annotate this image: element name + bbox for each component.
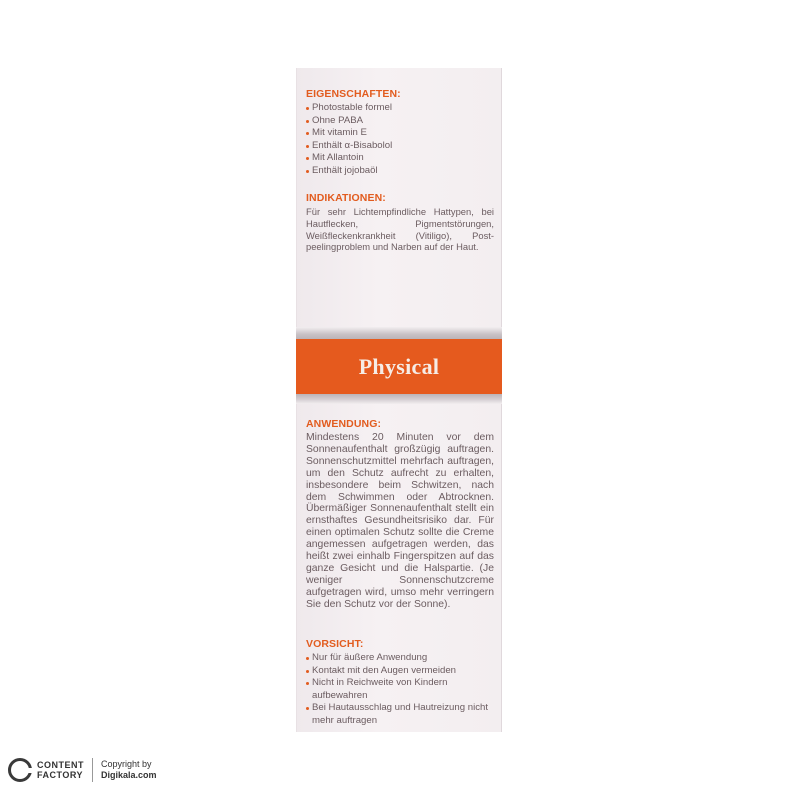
band-top-shade bbox=[296, 327, 502, 339]
list-item: Ohne PABA bbox=[306, 115, 494, 128]
band-bottom-shade bbox=[296, 394, 502, 404]
vorsicht-heading: VORSICHT: bbox=[306, 638, 364, 650]
band-title: Physical bbox=[358, 353, 440, 379]
list-item: Enthält jojobaöl bbox=[306, 165, 494, 178]
site-name: Digikala.com bbox=[101, 770, 157, 780]
copyright-credit bbox=[101, 759, 157, 781]
list-item: Nur für äußere Anwendung bbox=[306, 652, 494, 665]
list-item: Bei Hautausschlag und Hautreizung nicht mehr auftragen bbox=[306, 702, 494, 727]
anwendung-section bbox=[306, 418, 494, 611]
indikationen-text: Für sehr Lichtempfindliche Hattypen, bei Hautflecken, Pigmentstörungen, Weißfleckenkrankheit (Vitiligo), Post-peelingproblem und Narben auf der Haut. bbox=[306, 206, 494, 253]
anwendung-text: Mindestens 20 Minuten vor dem Sonnenaufenthalt großzügig auftragen. Sonnenschutzmittel mehrfach auftragen, um den Schutz aufrecht zu erhalten, insbesondere beim Schwitzen, nach dem Schwimmen oder Abtrocknen. Übermäßiger Sonnenaufenthalt stellt ein ernsthaftes Gesundheitsrisiko dar. Für einen optimalen Schutz sollte die Creme angemessen aufgetragen werden, das heißt zwei einhalb Fingerspitzen auf das ganze Gesicht und die Halspartie. (Je weniger Sonnenschutzcreme aufgetragen wird, umso mehr verringern Sie den Schutz vor der Sonne). bbox=[306, 432, 494, 610]
content-factory-logo-icon bbox=[8, 758, 32, 782]
copyright-label: Copyright by bbox=[101, 759, 152, 769]
eigenschaften-heading: EIGENSCHAFTEN: bbox=[306, 88, 401, 100]
list-item: Photostable formel bbox=[306, 102, 494, 115]
vorsicht-list bbox=[306, 652, 494, 728]
indikationen-section bbox=[306, 192, 494, 253]
list-item: Kontakt mit den Augen vermeiden bbox=[306, 665, 494, 678]
eigenschaften-list bbox=[306, 102, 494, 178]
list-item: Nicht in Reichweite von Kindern aufbewahren bbox=[306, 677, 494, 702]
vorsicht-section bbox=[306, 638, 494, 728]
watermark-footer bbox=[8, 758, 157, 782]
list-item: Mit vitamin E bbox=[306, 127, 494, 140]
logo-text bbox=[37, 760, 84, 780]
list-item: Enthält α-Bisabolol bbox=[306, 140, 494, 153]
logo-line: FACTORY bbox=[37, 770, 84, 780]
footer-divider bbox=[92, 758, 93, 782]
physical-band bbox=[296, 339, 502, 394]
eigenschaften-section bbox=[306, 88, 494, 178]
logo-line: CONTENT bbox=[37, 760, 84, 770]
anwendung-heading: ANWENDUNG: bbox=[306, 418, 382, 430]
list-item: Mit Allantoin bbox=[306, 152, 494, 165]
indikationen-heading: INDIKATIONEN: bbox=[306, 192, 386, 204]
